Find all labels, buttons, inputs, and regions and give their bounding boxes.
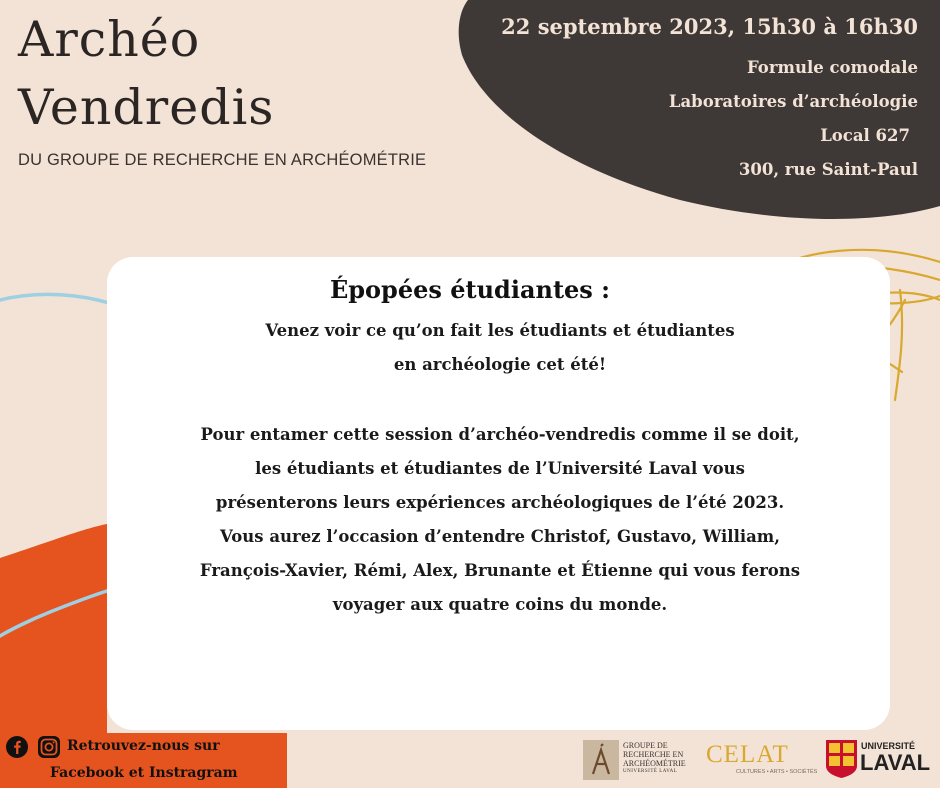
ulaval-logo — [826, 738, 931, 782]
ulaval-line2: LAVAL — [860, 750, 931, 775]
event-room: Local 627 — [820, 126, 910, 145]
gra-line3: ARCHÉOMÉTRIE — [623, 759, 686, 768]
gra-line2: RECHERCHE EN — [623, 750, 684, 759]
ulaval-shield-icon — [826, 740, 857, 778]
celat-tagline: CULTURES • ARTS • SOCIÉTÉS — [736, 769, 818, 775]
instagram-icon[interactable] — [37, 735, 61, 759]
gra-emblem-icon — [583, 740, 619, 780]
event-venue: Laboratoires d’archéologie — [668, 92, 918, 111]
gra-logo — [583, 740, 695, 780]
card-intro-line1: Venez voir ce qu’on fait les étudiants et étudiantes — [265, 321, 735, 340]
social-line2: Facebook et Instragram — [50, 765, 238, 781]
event-format: Formule comodale — [747, 58, 918, 77]
celat-name: CELAT — [706, 741, 789, 768]
ulaval-line1: UNIVERSITÉ — [861, 741, 916, 751]
event-date: 22 septembre 2023, 15h30 à 16h30 — [501, 14, 918, 39]
card-heading: Épopées étudiantes : — [329, 275, 611, 304]
card-intro-line2: en archéologie cet été! — [393, 355, 607, 374]
gra-line1: GROUPE DE — [623, 741, 668, 750]
card-body: Pour entamer cette session d’archéo-vendredis comme il se doit, les étudiants et étudiantes de l’Université Laval vous présenterons leurs expériences archéologiques de l’été 2023. Vous aurez l’occasion d’entendre Christof, Gustavo, William, François-Xavier, Rémi, Alex, Brunante et Étienne qui vous ferons voyager aux quatre coins du monde. — [199, 425, 801, 614]
social-line1: Retrouvez-nous sur — [67, 738, 220, 754]
gra-line4: UNIVERSITÉ LAVAL — [623, 769, 678, 774]
card-intro — [180, 314, 820, 382]
facebook-icon[interactable] — [5, 735, 29, 759]
title-line-2: Vendredis — [18, 79, 275, 136]
subtitle: DU GROUPE DE RECHERCHE EN ARCHÉOMÉTRIE — [18, 151, 427, 169]
celat-logo — [706, 741, 818, 779]
event-address: 300, rue Saint-Paul — [738, 160, 918, 179]
title-line-1: Archéo — [18, 11, 201, 68]
